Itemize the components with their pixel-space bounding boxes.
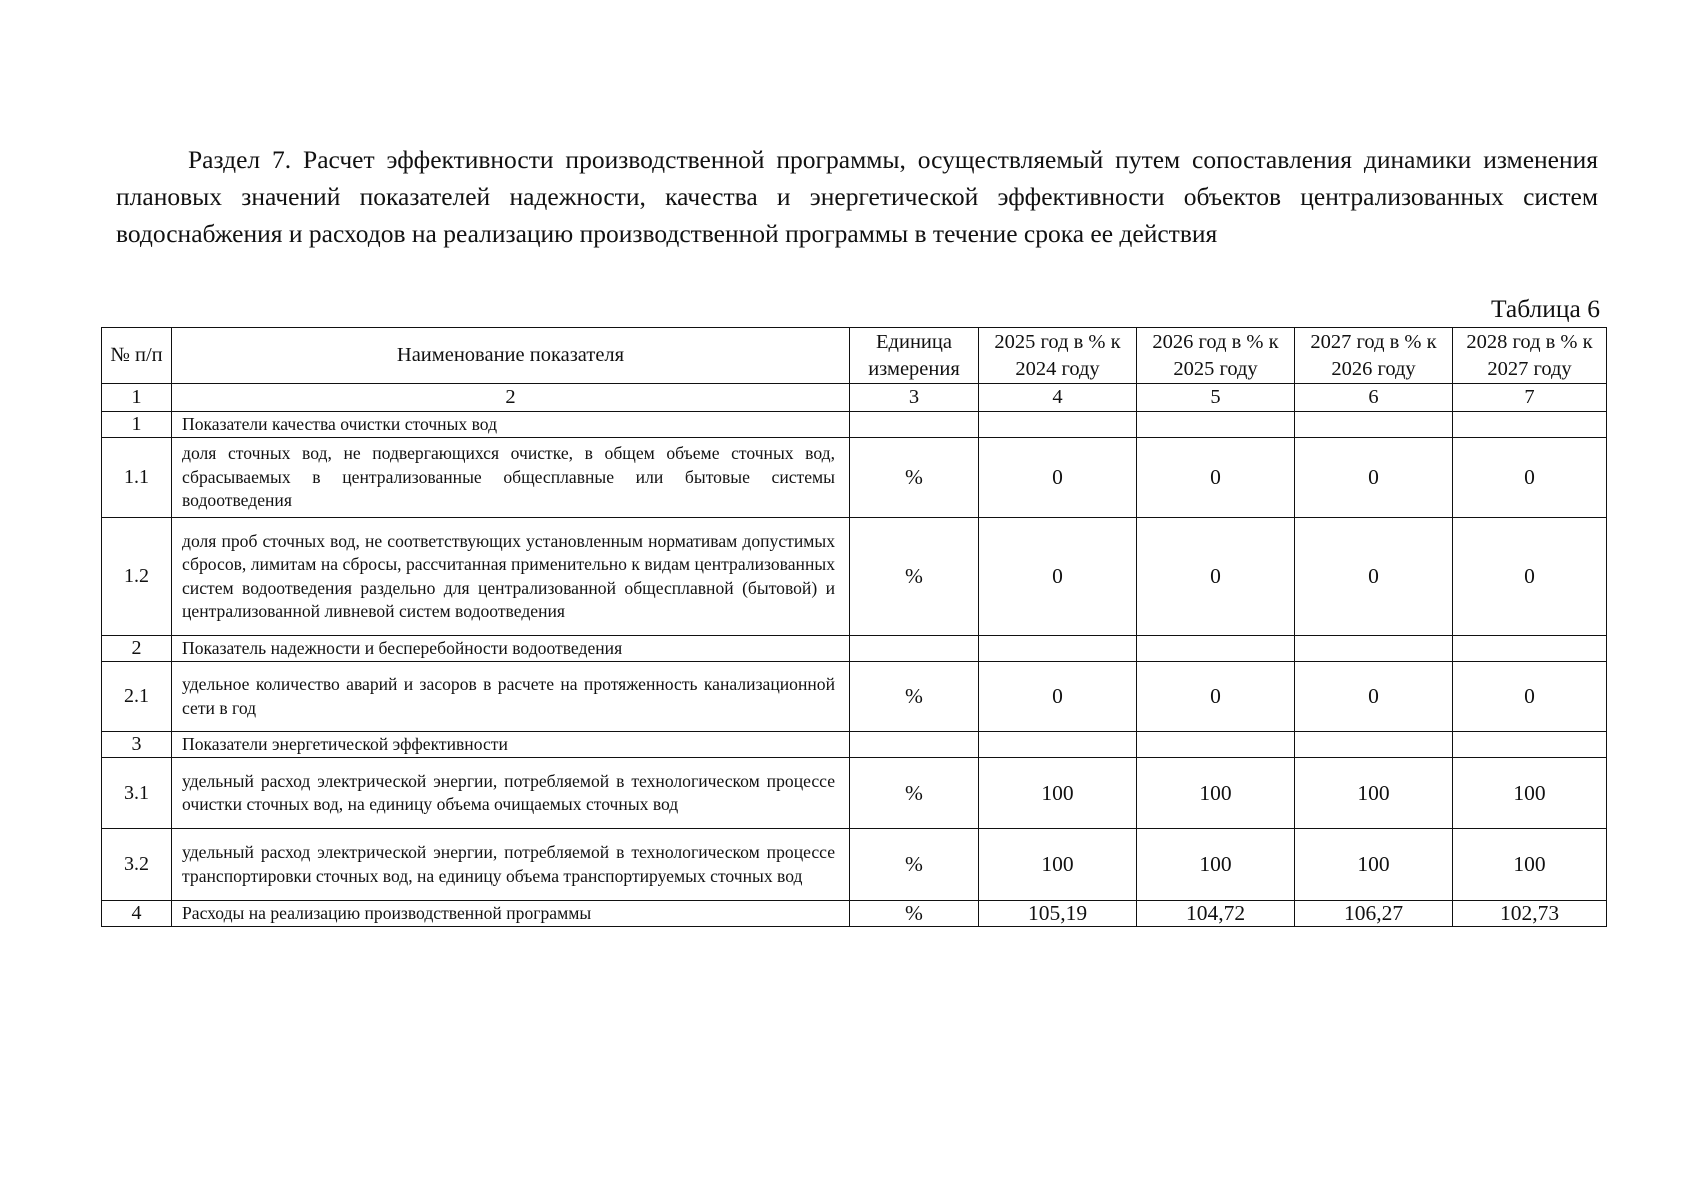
- row-value-2028: 100: [1453, 829, 1607, 901]
- header-num: № п/п: [102, 328, 172, 384]
- column-number: 1: [102, 384, 172, 412]
- row-name: доля проб сточных вод, не соответствующих установленным нормативам допустимых сбросов, лимитам на сбросы, рассчитанная применительно к видам централизованных систем водоотведения раздельно для централизованной общесплавной (бытовой) и централизованной ливневой систем водоотведения: [172, 518, 850, 636]
- header-2025: 2025 год в % к 2024 году: [979, 328, 1137, 384]
- row-unit: [850, 636, 979, 662]
- row-name: Показатель надежности и бесперебойности водоотведения: [172, 636, 850, 662]
- column-number: 5: [1137, 384, 1295, 412]
- row-value-2027: 100: [1295, 829, 1453, 901]
- table-row: [102, 662, 1607, 732]
- header-name: Наименование показателя: [172, 328, 850, 384]
- row-value-2028: 0: [1453, 662, 1607, 732]
- row-value-2027: [1295, 636, 1453, 662]
- table-row: [102, 732, 1607, 758]
- table-row: [102, 438, 1607, 518]
- table-row: [102, 636, 1607, 662]
- row-value-2026: [1137, 636, 1295, 662]
- row-unit: %: [850, 901, 979, 927]
- row-number: 2.1: [102, 662, 172, 732]
- row-value-2025: 0: [979, 438, 1137, 518]
- table-row: [102, 412, 1607, 438]
- table-row: [102, 518, 1607, 636]
- row-unit: [850, 412, 979, 438]
- row-number: 3.2: [102, 829, 172, 901]
- row-value-2027: [1295, 412, 1453, 438]
- section-heading: Раздел 7. Расчет эффективности производственной программы, осуществляемый путем сопоставления динамики изменения плановых значений показателей надежности, качества и энергетической эффективности объектов централизованных систем водоснабжения и расходов на реализацию производственной программы в течение срока ее действия: [116, 145, 1598, 248]
- row-value-2026: [1137, 412, 1295, 438]
- row-name: удельное количество аварий и засоров в расчете на протяженность канализационной сети в год: [172, 662, 850, 732]
- row-value-2028: 102,73: [1453, 901, 1607, 927]
- column-number: 2: [172, 384, 850, 412]
- table-row: [102, 829, 1607, 901]
- row-value-2028: [1453, 636, 1607, 662]
- column-number: 6: [1295, 384, 1453, 412]
- row-unit: %: [850, 829, 979, 901]
- row-unit: %: [850, 758, 979, 829]
- table-header-row: [102, 328, 1607, 384]
- row-number: 3.1: [102, 758, 172, 829]
- row-number: 3: [102, 732, 172, 758]
- row-value-2025: 105,19: [979, 901, 1137, 927]
- row-value-2025: [979, 636, 1137, 662]
- row-value-2028: 0: [1453, 518, 1607, 636]
- row-value-2026: 0: [1137, 662, 1295, 732]
- row-name: Показатели энергетической эффективности: [172, 732, 850, 758]
- row-value-2028: [1453, 412, 1607, 438]
- row-value-2026: 104,72: [1137, 901, 1295, 927]
- header-2028: 2028 год в % к 2027 году: [1453, 328, 1607, 384]
- row-name: Расходы на реализацию производственной программы: [172, 901, 850, 927]
- row-number: 1: [102, 412, 172, 438]
- row-number: 1.2: [102, 518, 172, 636]
- row-value-2027: 0: [1295, 518, 1453, 636]
- row-value-2026: [1137, 732, 1295, 758]
- row-unit: [850, 732, 979, 758]
- row-value-2028: 100: [1453, 758, 1607, 829]
- row-value-2026: 0: [1137, 518, 1295, 636]
- row-number: 2: [102, 636, 172, 662]
- header-2026: 2026 год в % к 2025 году: [1137, 328, 1295, 384]
- row-value-2025: [979, 412, 1137, 438]
- row-name: Показатели качества очистки сточных вод: [172, 412, 850, 438]
- row-value-2025: 100: [979, 758, 1137, 829]
- column-number: 4: [979, 384, 1137, 412]
- row-value-2027: 100: [1295, 758, 1453, 829]
- row-unit: %: [850, 662, 979, 732]
- header-2027: 2027 год в % к 2026 году: [1295, 328, 1453, 384]
- row-value-2027: 0: [1295, 662, 1453, 732]
- row-name: доля сточных вод, не подвергающихся очистке, в общем объеме сточных вод, сбрасываемых в централизованные общесплавные или бытовые системы водоотведения: [172, 438, 850, 518]
- row-value-2026: 100: [1137, 758, 1295, 829]
- row-value-2025: 100: [979, 829, 1137, 901]
- row-value-2025: 0: [979, 662, 1137, 732]
- table-row: [102, 901, 1607, 927]
- row-value-2026: 100: [1137, 829, 1295, 901]
- table-row: [102, 758, 1607, 829]
- row-value-2027: 106,27: [1295, 901, 1453, 927]
- row-number: 4: [102, 901, 172, 927]
- indicators-table: [101, 327, 1607, 927]
- column-number-row: [102, 384, 1607, 412]
- row-number: 1.1: [102, 438, 172, 518]
- column-number: 3: [850, 384, 979, 412]
- row-value-2027: [1295, 732, 1453, 758]
- row-unit: %: [850, 518, 979, 636]
- table-caption: Таблица 6: [1490, 294, 1600, 323]
- row-value-2027: 0: [1295, 438, 1453, 518]
- header-unit: Единица измерения: [850, 328, 979, 384]
- row-value-2028: [1453, 732, 1607, 758]
- row-unit: %: [850, 438, 979, 518]
- row-value-2025: [979, 732, 1137, 758]
- row-name: удельный расход электрической энергии, потребляемой в технологическом процессе очистки сточных вод, на единицу объема очищаемых сточных вод: [172, 758, 850, 829]
- row-value-2026: 0: [1137, 438, 1295, 518]
- row-name: удельный расход электрической энергии, потребляемой в технологическом процессе транспортировки сточных вод, на единицу объема транспортируемых сточных вод: [172, 829, 850, 901]
- column-number: 7: [1453, 384, 1607, 412]
- row-value-2025: 0: [979, 518, 1137, 636]
- row-value-2028: 0: [1453, 438, 1607, 518]
